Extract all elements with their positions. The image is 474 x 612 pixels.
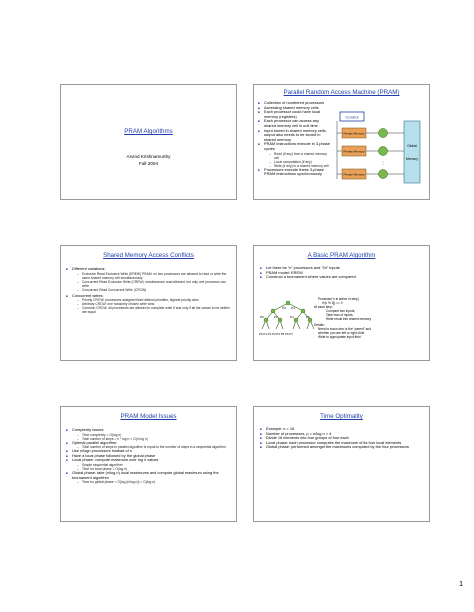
bullet: ■ Let there be “n” processors and “2n” inputs [259, 266, 427, 271]
term: Fall 2004 [139, 161, 158, 166]
sub-list [72, 480, 233, 484]
note-line: whether you are left or right child [318, 331, 365, 335]
bullet-list [259, 266, 427, 280]
private-memory-label: Private Memory [343, 149, 365, 154]
processor-node [379, 129, 388, 138]
note-line: Write to appropriate input field [318, 335, 361, 339]
bullet: ■ Example: n = 16 [259, 427, 425, 432]
processor-row [337, 128, 404, 138]
bullet: ■ Use n/logn processors instead of n [65, 449, 233, 454]
slide-pram-machine [253, 84, 430, 200]
bullet: ■ Input stored in shared memory cells, output also needs to be stored in shared memory [257, 129, 331, 143]
bullet [65, 267, 233, 292]
tree-node [271, 309, 275, 313]
sub-bullet: – Common CRCW: all processors are allowed to complete write if and only if all the values to be written are equal [77, 306, 233, 314]
slide-title: Shared Memory Access Conflicts [103, 252, 194, 259]
bullet [257, 142, 331, 167]
note-line: if (k % 2j) == 0 [322, 301, 343, 305]
sub-list [72, 298, 233, 314]
slide-shared-memory-conflicts [60, 245, 237, 361]
sub-bullet: – Local computation (if any) [269, 160, 331, 164]
bullet [65, 294, 233, 315]
slide-title: A Basic PRAM Algorithm [307, 252, 376, 259]
note-line: At each step: [314, 305, 333, 309]
sub-bullet: – Concurrent Read Concurrent Write (CRCW) [77, 288, 233, 292]
sub-list [264, 152, 331, 168]
bullet: ■ Construct a tournament where values are compared [259, 275, 427, 280]
processor-row [337, 146, 404, 156]
sub-bullet: – Time complexity = O(log n) [77, 433, 233, 437]
slide-title: Time Optimality [320, 413, 363, 420]
slide-title: PRAM Model Issues [120, 413, 177, 420]
global-label: Global [407, 144, 417, 148]
bullet [65, 471, 233, 484]
sub-bullet: – Exclusive Read Exclusive Write (EREW) PRAM: no two processors are allowed to read or write the same shared memory cell simultaneously [77, 272, 233, 280]
slide-pram-algorithms [60, 84, 237, 200]
processor-node [379, 170, 388, 179]
tree-label: P0 [282, 306, 286, 310]
bullet: ■ Number of processors, p = n/log n = 4 [259, 432, 425, 437]
bullet-text: Global phase: take (n/log n) local maximums and compute global maximum using the tournament algorithm [72, 469, 219, 480]
tree-label: P2 [274, 315, 278, 319]
sub-bullet: – Total number of steps = n * log n = O(n log n) [77, 437, 233, 441]
note-line: Processor k is active in step j [318, 297, 360, 301]
slide-title: Parallel Random Access Machine (PRAM) [283, 89, 400, 96]
note-line: Write result into shared memory [326, 317, 372, 321]
note-line: Need to know who is the “parent” and [318, 327, 371, 331]
bullet-text: PRAM instructions execute in 3-phase cycles [264, 141, 330, 151]
bullet: ■ Accessing shared memory cells [257, 106, 331, 111]
bullet-text: Different variations: [72, 266, 106, 271]
memory-label: Memory [405, 157, 419, 161]
bullet-list [259, 427, 425, 450]
bullet-text: Local phase: compute maximum over log n values [72, 457, 159, 463]
tree-node [264, 318, 268, 322]
bullet-text: Concurrent writes: [72, 292, 104, 298]
author: Arvind Krishnamurthy [126, 154, 171, 159]
slide-pram-model-issues [60, 406, 237, 522]
bullet: ■ Each processor could have local memory (registers) [257, 110, 331, 119]
sub-bullet: – Simple sequential algorithm [77, 463, 233, 467]
tree-label: P4 [291, 306, 295, 310]
bullet-list [65, 267, 233, 314]
slide-title: PRAM Algorithms [124, 128, 173, 135]
tree-label: P0 [260, 315, 264, 319]
bullet-text: Complexity issues: [72, 427, 105, 432]
sub-bullet: – Total number of steps in parallel algorithm is equal to the number of steps in a sequential algorithm [77, 445, 233, 449]
control-label: Control [345, 114, 359, 120]
bullet: ■ PRAM model: EREW [259, 271, 427, 276]
bullet: ■ Each processor can access any shared memory cell in unit time [257, 119, 331, 128]
ellipsis: ⋮ [381, 160, 385, 165]
note-line: Compare two inputs, [326, 309, 356, 313]
bullet-text: Optimal parallel algorithm: [72, 439, 118, 445]
page-number: 1 [459, 581, 463, 588]
bullet: ■ Divide 16 elements into four groups of four each [259, 436, 425, 441]
bullet: ■ Have a local phase followed by the global phase [65, 454, 233, 459]
tree-label: P4 [290, 315, 294, 319]
sub-list [72, 272, 233, 292]
sub-bullet: – Arbitrary CRCW: one randomly chosen write wins [77, 302, 233, 306]
bullet-list [257, 101, 331, 177]
sub-bullet: – Time for local phase = O(log n) [77, 467, 233, 471]
tree-label: P6 [306, 315, 310, 319]
tree-node [294, 318, 298, 322]
sub-bullet: – Time for global phase = O(log (n/log n)) = O(log n) [77, 480, 233, 484]
slide-time-optimality [253, 406, 430, 522]
bullet: ■ Local phase: each processor computes the maximum of its four local elements [259, 441, 425, 446]
sub-bullet: – Priority CRCW: processors assigned fixed distinct priorities, highest priority wins [77, 298, 233, 302]
sub-bullet: – Concurrent Read Exclusive Write (CREW): simultaneous read allowed, but only one processor can write [77, 280, 233, 288]
note-line: Take max of inputs, [326, 313, 354, 317]
private-memory-label: Private Memory [343, 131, 365, 136]
global-memory-box [404, 121, 420, 183]
bullet: ■ Processors execute these 3-phase PRAM instructions synchronously [257, 168, 331, 177]
bullet: ■ Global phase: performed amongst the maximums computed by the four processors [259, 445, 425, 450]
tree-node [301, 309, 305, 313]
leaf-labels: P0 P1 P2 P3 P4 P5 P6 P7 [259, 332, 293, 336]
private-memory-label: Private Memory [343, 172, 365, 177]
bullet: ■ Collection of numbered processors [257, 101, 331, 106]
pram-diagram [334, 107, 430, 187]
note-line: Details: [314, 323, 325, 327]
slide-basic-pram-algorithm [253, 245, 430, 361]
tree-node [278, 318, 282, 322]
processor-row [337, 169, 404, 179]
processor-node [379, 147, 388, 156]
tournament-tree [258, 298, 318, 338]
tree-node [286, 301, 290, 305]
sub-bullet: – Read (if any) from a shared memory cell [269, 152, 331, 160]
bullet-list [65, 428, 233, 484]
sub-bullet: – Write (if any) to a shared memory cell [269, 164, 331, 168]
